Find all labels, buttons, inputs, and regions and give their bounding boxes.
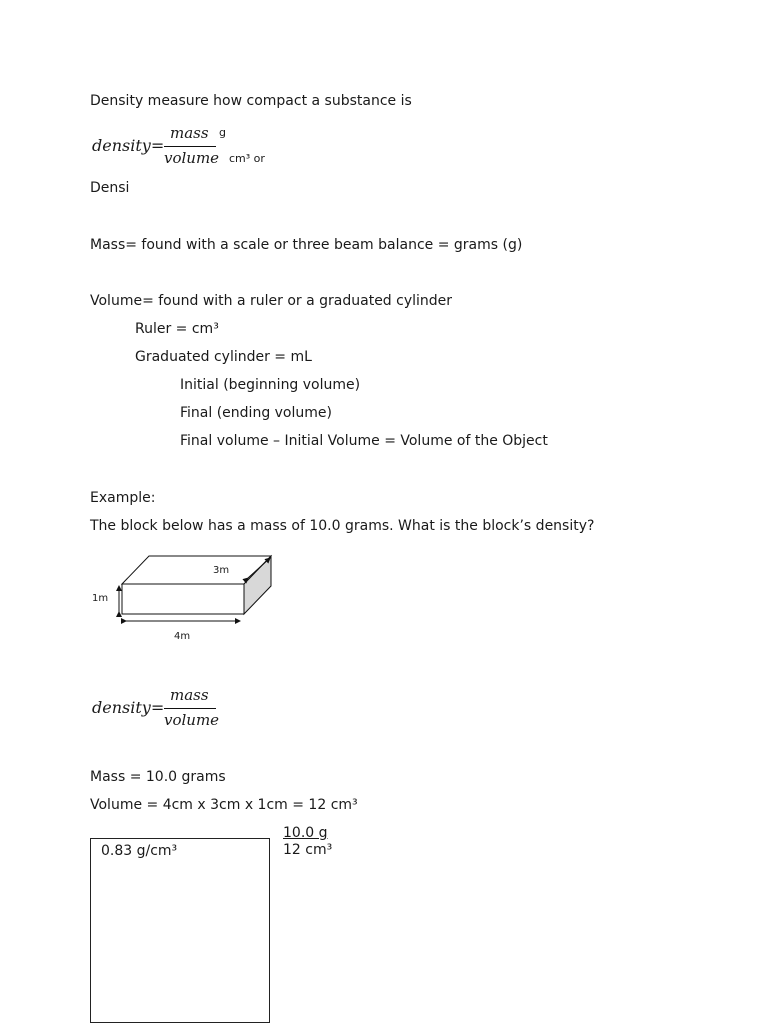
height-label: 1m: [92, 593, 109, 604]
intro-text: Density measure how compact a substance is: [90, 93, 412, 109]
mass-definition: Mass= found with a scale or three beam balance = grams (g): [90, 237, 523, 253]
volume-of-object: Final volume – Initial Volume = Volume of the Object: [180, 433, 548, 449]
example-label: Example:: [90, 490, 156, 506]
formula-denominator: volume: [164, 711, 220, 729]
cylinder-unit: Graduated cylinder = mL: [135, 349, 312, 365]
final-volume: Final (ending volume): [180, 405, 332, 421]
fraction-bar: [164, 708, 216, 709]
formula-lhs: density=: [92, 698, 165, 717]
width-label: 4m: [174, 631, 191, 642]
volume-value: Volume = 4cm x 3cm x 1cm = 12 cm³: [90, 797, 358, 813]
formula-numerator: mass: [170, 124, 209, 142]
unit-grams: g: [219, 126, 226, 139]
initial-volume: Initial (beginning volume): [180, 377, 361, 393]
densi-text: Densi: [90, 180, 130, 196]
answer-box: [90, 838, 270, 1023]
depth-label: 3m: [213, 565, 230, 576]
formula-numerator: mass: [170, 686, 209, 704]
volume-definition: Volume= found with a ruler or a graduated cylinder: [90, 293, 453, 309]
ruler-unit: Ruler = cm³: [135, 321, 219, 337]
answer-text: 0.83 g/cm³: [101, 843, 178, 859]
unit-cm3: cm³ or: [229, 152, 265, 165]
fraction-numerator: 10.0 g: [283, 825, 328, 841]
formula-lhs: density=: [92, 136, 165, 155]
block-front-face: [122, 584, 244, 614]
fraction-bar: [164, 146, 216, 147]
formula-denominator: volume: [164, 149, 220, 167]
fraction-denominator: 12 cm³: [283, 842, 333, 858]
fraction-calculation: [283, 825, 332, 859]
example-question: The block below has a mass of 10.0 grams. What is the block’s density?: [90, 518, 595, 534]
mass-value: Mass = 10.0 grams: [90, 769, 226, 785]
